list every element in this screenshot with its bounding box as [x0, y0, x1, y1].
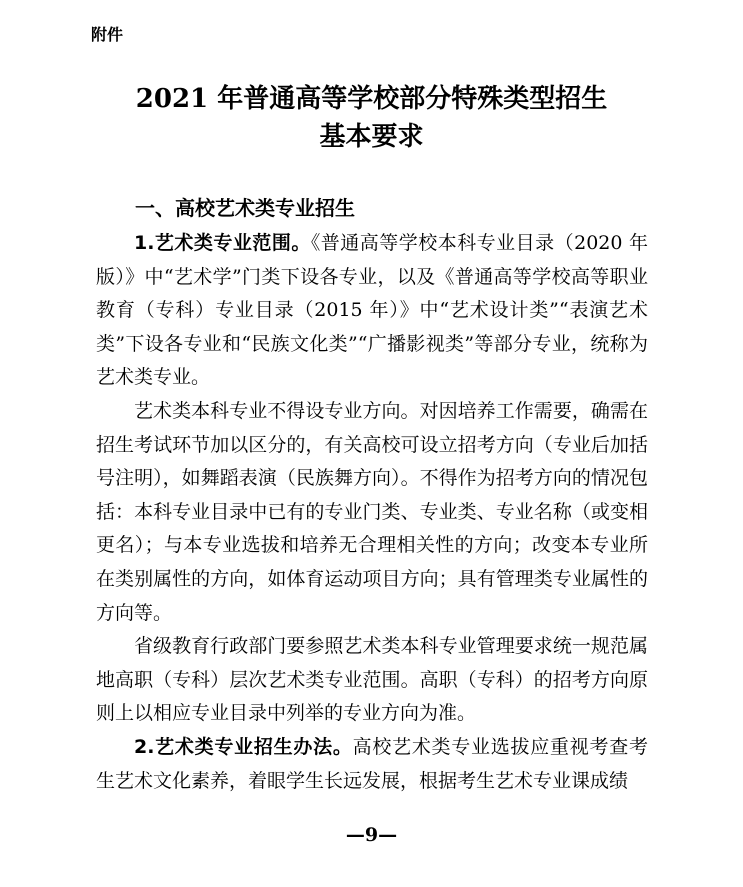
document-title [0, 80, 743, 156]
item-2-label: 2.艺术类专业招生办法。 [134, 735, 353, 758]
paragraph-directions: 艺术类本科专业不得设专业方向。对因培养工作需要，确需在招生考试环节加以区分的，有关高校可设立招考方向（专业后加括号注明），如舞蹈表演（民族舞方向）。不得作为招考方向的情况包括：本科专业目录中已有的专业门类、专业类、专业名称（或变相更名）；与本专业选拔和培养无合理相关性的方向；改变本专业所在类别属性的方向，如体育运动项目方向；具有管理类专业属性的方向等。 [96, 399, 648, 624]
title-line-1: 2021 年普通高等学校部分特殊类型招生 [135, 84, 608, 114]
item-1-text: 《普通高等学校本科专业目录（2020 年版）》中“艺术学”门类下设各专业，以及《普通高等学校高等职业教育（专科）专业目录（2015 年）》中“艺术设计类”“表演艺术类”下设各专业和“民族文化类”“广播影视类”等部分专业，统称为艺术类专业。 [96, 232, 648, 389]
section-heading: 一、高校艺术类专业招生 [135, 196, 355, 220]
attachment-label: 附件 [91, 25, 124, 44]
paragraph-admission-method [96, 731, 648, 798]
paragraph-provincial: 省级教育行政部门要参照艺术类本科专业管理要求统一规范属地高职（专科）层次艺术类专业范围。高职（专科）的招考方向原则上以相应专业目录中列举的专业方向为准。 [96, 635, 648, 725]
page-number: —9— [345, 824, 398, 846]
paragraph-art-scope [96, 227, 648, 395]
item-2-text: 高校艺术类专业选拔应重视考查考生艺术文化素养，着眼学生长远发展，根据考生艺术专业课成绩 [96, 735, 648, 792]
item-1-label: 1.艺术类专业范围。 [134, 232, 311, 254]
body-text [96, 227, 648, 798]
title-line-2: 基本要求 [319, 122, 424, 152]
